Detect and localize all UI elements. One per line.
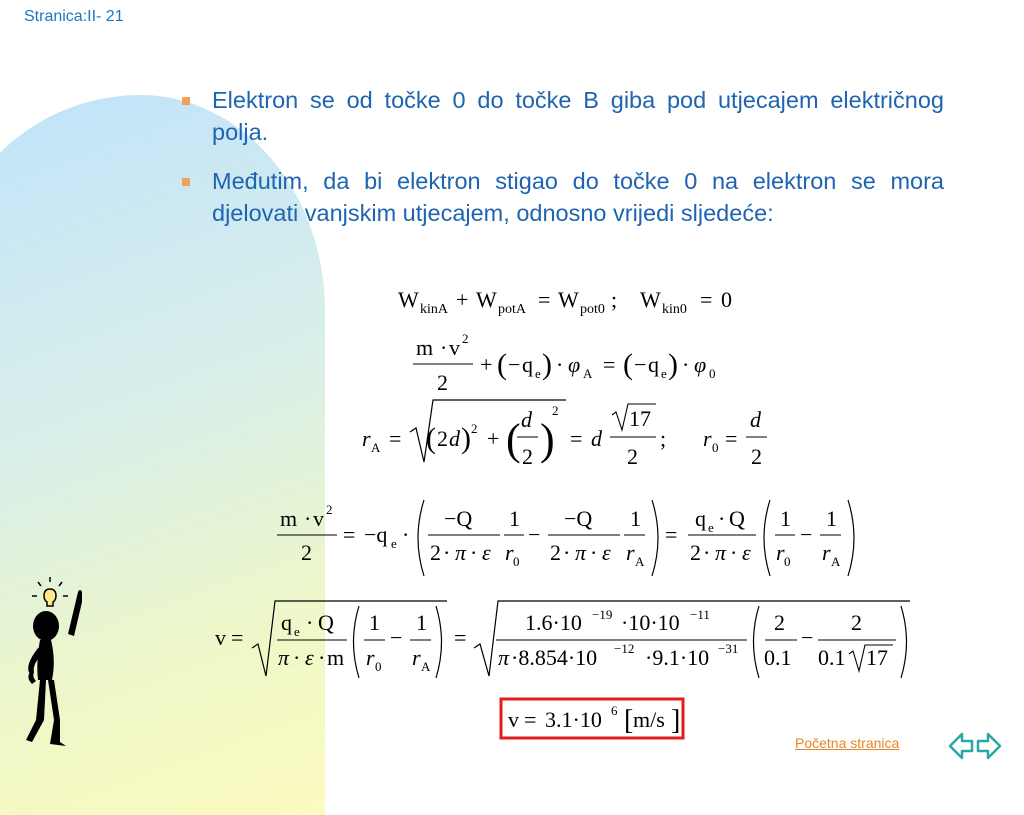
svg-text:=: = <box>570 426 583 451</box>
svg-text:·: · <box>402 522 410 547</box>
svg-text:m: m <box>280 506 298 531</box>
svg-text:−q: −q <box>364 522 388 547</box>
svg-text:(: ( <box>506 415 521 464</box>
svg-text:·: · <box>443 540 451 565</box>
svg-text:2: 2 <box>627 444 638 469</box>
svg-text:W: W <box>640 287 661 312</box>
svg-text:v: v <box>215 625 226 650</box>
svg-text:π: π <box>455 540 467 565</box>
svg-text:v: v <box>449 335 460 360</box>
svg-text:m/s: m/s <box>633 707 665 732</box>
svg-text:): ) <box>542 348 552 381</box>
svg-text:kin0: kin0 <box>662 302 687 317</box>
svg-text:+: + <box>487 426 500 451</box>
svg-text:=: = <box>725 426 738 451</box>
svg-text:m: m <box>327 645 345 670</box>
svg-text:1: 1 <box>826 506 837 531</box>
svg-text:d: d <box>750 407 761 432</box>
svg-text:): ) <box>461 422 471 455</box>
svg-text:φ: φ <box>568 352 581 377</box>
equation-potential-balance <box>413 331 716 395</box>
svg-text:2: 2 <box>751 444 762 469</box>
svg-text:e: e <box>535 366 541 381</box>
svg-text:2: 2 <box>326 502 333 517</box>
svg-text:=: = <box>665 522 678 547</box>
svg-text:2: 2 <box>301 540 312 565</box>
svg-text:A: A <box>583 366 593 381</box>
svg-text:A: A <box>635 554 645 569</box>
svg-text:Q: Q <box>318 610 334 635</box>
prev-next-arrows-icon[interactable] <box>948 728 1002 764</box>
svg-text:−: − <box>801 625 814 650</box>
svg-text:0: 0 <box>712 440 719 455</box>
svg-text:e: e <box>708 520 714 535</box>
bullet-text: Međutim, da bi elektron stigao do točke 0 na elektron se mora djelovati vanjskim utjecajem, odnosno vrijedi sljedeće: <box>212 168 944 226</box>
svg-text:(: ( <box>623 348 633 381</box>
svg-text:(: ( <box>497 348 507 381</box>
svg-text:d: d <box>591 426 602 451</box>
svg-text:e: e <box>661 366 667 381</box>
svg-text:m: m <box>416 335 434 360</box>
svg-text:]: ] <box>671 705 681 736</box>
svg-text:ε: ε <box>742 540 751 565</box>
svg-text:): ) <box>668 348 678 381</box>
svg-text:π: π <box>498 645 510 670</box>
svg-text:q: q <box>648 352 659 377</box>
home-link[interactable]: Početna stranica <box>795 735 900 751</box>
svg-text:W: W <box>558 287 579 312</box>
svg-text:·: · <box>470 540 478 565</box>
svg-text:0: 0 <box>784 554 791 569</box>
svg-text:·10·10: ·10·10 <box>621 610 680 635</box>
svg-text:1: 1 <box>416 610 427 635</box>
svg-text:q: q <box>281 610 292 635</box>
svg-text:·: · <box>306 610 314 635</box>
svg-text:=: = <box>389 426 402 451</box>
svg-text:=: = <box>700 287 713 312</box>
svg-text:3.1·10: 3.1·10 <box>545 707 602 732</box>
svg-text:·: · <box>318 645 326 670</box>
svg-text:·: · <box>730 540 738 565</box>
svg-text:e: e <box>391 536 397 551</box>
svg-text:r: r <box>362 426 371 451</box>
svg-text:−: − <box>508 352 521 377</box>
svg-text:0.1: 0.1 <box>818 645 846 670</box>
svg-text:·: · <box>293 645 301 670</box>
svg-text:2: 2 <box>522 444 533 469</box>
svg-text:v: v <box>508 707 519 732</box>
svg-text:2: 2 <box>774 610 785 635</box>
svg-text:ε: ε <box>602 540 611 565</box>
svg-text:e: e <box>294 624 300 639</box>
svg-text:−31: −31 <box>718 641 739 656</box>
svg-text:−Q: −Q <box>564 506 593 531</box>
svg-text:q: q <box>695 506 706 531</box>
svg-text:r: r <box>366 645 375 670</box>
svg-text:+: + <box>456 287 469 312</box>
svg-text:2: 2 <box>690 540 701 565</box>
svg-text:Q: Q <box>729 506 745 531</box>
svg-text:0: 0 <box>721 287 732 312</box>
svg-text:): ) <box>540 415 555 464</box>
idea-stick-figure-icon <box>10 572 100 752</box>
svg-text:·: · <box>590 540 598 565</box>
svg-text:·: · <box>304 506 312 531</box>
svg-text:1.6·10: 1.6·10 <box>525 610 582 635</box>
equation-velocity <box>215 601 910 678</box>
svg-text:r: r <box>505 540 514 565</box>
equation-distances <box>362 400 767 469</box>
svg-text:17: 17 <box>629 406 651 431</box>
svg-text:2: 2 <box>471 421 478 436</box>
svg-text:−: − <box>528 522 541 547</box>
svg-text:−19: −19 <box>592 607 613 622</box>
svg-text:r: r <box>822 540 831 565</box>
svg-text:φ: φ <box>694 352 707 377</box>
svg-text:0: 0 <box>709 366 716 381</box>
svg-text:2: 2 <box>552 403 559 418</box>
svg-text:0.1: 0.1 <box>764 645 792 670</box>
svg-text:0: 0 <box>375 659 382 674</box>
svg-text:·: · <box>682 352 690 377</box>
svg-text:2: 2 <box>851 610 862 635</box>
svg-text:;: ; <box>611 287 618 312</box>
svg-text:·: · <box>563 540 571 565</box>
svg-text:ε: ε <box>305 645 314 670</box>
svg-text:1: 1 <box>369 610 380 635</box>
svg-text:1: 1 <box>780 506 791 531</box>
svg-text:π: π <box>575 540 587 565</box>
svg-text:+: + <box>480 352 493 377</box>
svg-text:kinA: kinA <box>420 302 448 317</box>
svg-text:ε: ε <box>482 540 491 565</box>
svg-text:r: r <box>412 645 421 670</box>
svg-text:r: r <box>703 426 712 451</box>
svg-text:v: v <box>313 506 324 531</box>
svg-text:;: ; <box>660 426 667 451</box>
svg-text:π: π <box>715 540 727 565</box>
svg-text:−: − <box>800 522 813 547</box>
svg-text:=: = <box>454 625 467 650</box>
svg-text:6: 6 <box>611 703 618 718</box>
svg-text:=: = <box>603 352 616 377</box>
equation-kinetic-energy <box>277 500 854 576</box>
svg-text:=: = <box>524 707 537 732</box>
svg-text:=: = <box>231 625 244 650</box>
svg-text:·: · <box>440 335 448 360</box>
svg-text:2: 2 <box>430 540 441 565</box>
svg-text:−12: −12 <box>614 641 635 656</box>
svg-text:A: A <box>371 440 381 455</box>
svg-text:(: ( <box>426 422 436 455</box>
svg-text:·: · <box>703 540 711 565</box>
svg-text:[: [ <box>624 705 634 736</box>
bullet-text: Elektron se od točke 0 do točke B giba pod utjecajem električnog polja. <box>212 87 944 145</box>
svg-text:W: W <box>398 287 419 312</box>
svg-text:r: r <box>626 540 635 565</box>
svg-text:r: r <box>776 540 785 565</box>
svg-text:W: W <box>476 287 497 312</box>
svg-text:potA: potA <box>498 302 526 317</box>
svg-text:17: 17 <box>866 645 888 670</box>
svg-text:·9.1·10: ·9.1·10 <box>645 645 710 670</box>
svg-text:0: 0 <box>513 554 520 569</box>
page-label: Stranica:II- 21 <box>24 8 124 25</box>
svg-text:A: A <box>421 659 431 674</box>
svg-text:−11: −11 <box>690 607 710 622</box>
svg-text:π: π <box>278 645 290 670</box>
svg-text:2: 2 <box>437 370 448 395</box>
svg-text:=: = <box>343 522 356 547</box>
result-box <box>501 699 683 738</box>
svg-text:1: 1 <box>509 506 520 531</box>
svg-text:A: A <box>831 554 841 569</box>
svg-text:d: d <box>449 426 460 451</box>
svg-text:·: · <box>556 352 564 377</box>
svg-text:pot0: pot0 <box>580 302 605 317</box>
svg-text:2: 2 <box>550 540 561 565</box>
svg-text:d: d <box>521 407 532 432</box>
svg-text:·: · <box>718 506 726 531</box>
svg-text:2: 2 <box>462 331 469 346</box>
svg-text:−: − <box>634 352 647 377</box>
equation-energy-balance <box>398 287 732 317</box>
svg-text:·8.854·10: ·8.854·10 <box>511 645 598 670</box>
svg-text:=: = <box>538 287 551 312</box>
svg-text:−: − <box>390 625 403 650</box>
svg-text:1: 1 <box>630 506 641 531</box>
svg-text:2: 2 <box>437 426 448 451</box>
svg-text:−Q: −Q <box>444 506 473 531</box>
svg-text:q: q <box>522 352 533 377</box>
